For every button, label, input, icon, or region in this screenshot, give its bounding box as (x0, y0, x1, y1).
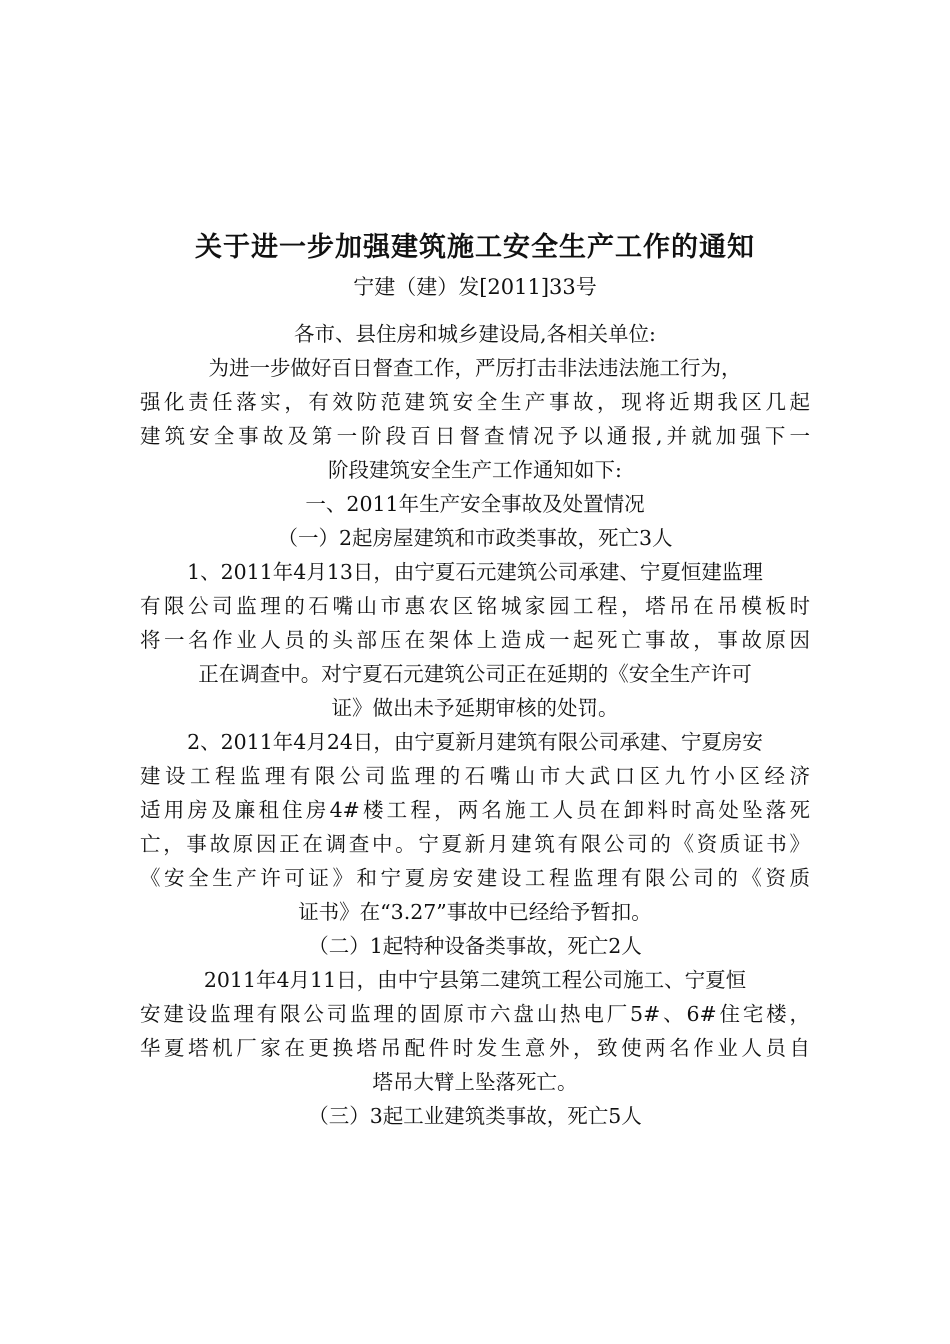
text-line: 建设工程监理有限公司监理的石嘴山市大武口区九竹小区经济 (140, 764, 810, 788)
text-line: 塔吊大臂上坠落死亡。 (372, 1070, 578, 1094)
text-line: 华夏塔机厂家在更换塔吊配件时发生意外，致使两名作业人员自 (140, 1036, 810, 1060)
text-line: （二）1起特种设备类事故，死亡2人 (308, 934, 642, 958)
text-line: 各市、县住房和城乡建设局,各相关单位: (294, 322, 656, 346)
text-line: 一、2011年生产安全事故及处置情况 (305, 492, 645, 516)
document-number: 宁建（建）发[2011]33号 (353, 275, 597, 299)
text-line: 2011年4月11日，由中宁县第二建筑工程公司施工、宁夏恒 (203, 968, 747, 992)
text-line: 将一名作业人员的头部压在架体上造成一起死亡事故，事故原因 (140, 628, 810, 652)
text-line: 强化责任落实，有效防范建筑安全生产事故，现将近期我区几起 (140, 390, 810, 414)
document-body (140, 317, 810, 1133)
text-line: 安建设监理有限公司监理的固原市六盘山热电厂5#、6#住宅楼， (140, 1002, 810, 1026)
text-line: 建筑安全事故及第一阶段百日督查情况予以通报,并就加强下一 (140, 424, 810, 448)
text-line: 1、2011年4月13日，由宁夏石元建筑公司承建、宁夏恒建监理 (187, 560, 763, 584)
text-line: 亡，事故原因正在调查中。宁夏新月建筑有限公司的《资质证书》 (140, 832, 810, 856)
text-line: （三）3起工业建筑类事故，死亡5人 (308, 1104, 642, 1128)
text-line: 证》做出未予延期审核的处罚。 (331, 696, 619, 720)
text-line: 适用房及廉租住房4#楼工程，两名施工人员在卸料时高处坠落死 (140, 798, 810, 822)
text-line: 阶段建筑安全生产工作通知如下: (328, 458, 622, 482)
text-line: 2、2011年4月24日，由宁夏新月建筑有限公司承建、宁夏房安 (187, 730, 763, 754)
text-line: 《安全生产许可证》和宁夏房安建设工程监理有限公司的《资质 (140, 866, 810, 890)
text-line: 有限公司监理的石嘴山市惠农区铭城家园工程，塔吊在吊模板时 (140, 594, 810, 618)
document-title: 关于进一步加强建筑施工安全生产工作的通知 (195, 232, 755, 263)
text-line: 正在调查中。对宁夏石元建筑公司正在延期的《安全生产许可 (198, 662, 752, 686)
text-line: （一）2起房屋建筑和市政类事故，死亡3人 (277, 526, 673, 550)
text-line: 证书》在“3.27”事故中已经给予暂扣。 (298, 900, 652, 924)
text-line: 为进一步做好百日督查工作，严厉打击非法违法施工行为， (208, 356, 742, 380)
